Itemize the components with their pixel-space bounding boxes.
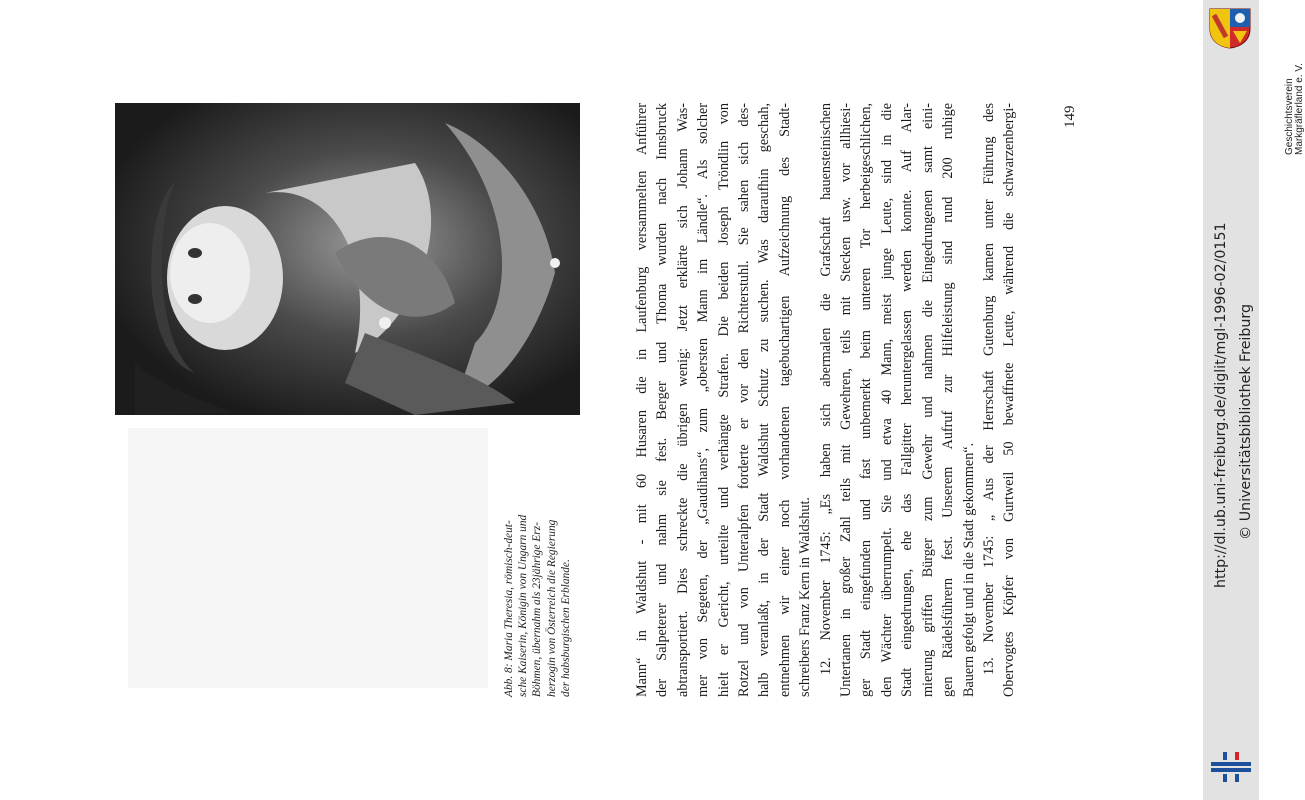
text-line: 13. November 1745: „ Aus der Herrschaft Gutenburg kamen unter Führung des	[980, 103, 997, 675]
caption-line: der habsburgischen Erblande.	[559, 559, 572, 697]
text-line: 12. November 1745: „Es haben sich abermalen die Grafschaft hauensteinischen	[817, 103, 834, 675]
caption-line: Abb. 8: Maria Theresia, römisch-deut-	[503, 520, 515, 697]
text-line: Rotzel und von Unteralpfen forderte er vor den Richterstuhl. Sie sahen sich des-	[736, 103, 753, 697]
text-line: schreibers Franz Kern in Waldshut.	[797, 497, 814, 697]
text-line: hielt er Gericht, urteilte und verhängte Strafen. Die beiden Joseph Tröndlin von	[715, 103, 732, 697]
society-name-line2: Markgräflerland e. V.	[1294, 63, 1305, 155]
society-name-line1: Geschichtsverein	[1284, 78, 1295, 155]
bleed-through-shadow	[118, 418, 498, 698]
text-line: Obervogtes Köpfer von Gurtweil 50 bewaffnete Leute, während die schwarzenbergi-	[1001, 103, 1018, 697]
text-line: mierung griffen Bürger zum Gewehr und nahmen die Eingedrungenen samt eini-	[919, 103, 936, 697]
portrait-photo	[115, 103, 580, 415]
text-line: ger Stadt eingefunden und fast unbemerkt beim unteren Tor herbeigeschlichen,	[858, 103, 875, 697]
page-number: 149	[1062, 105, 1078, 128]
copyright-notice: © Universitätsbibliothek Freiburg	[1238, 304, 1254, 540]
text-line: halb veranlaßt, in der Stadt Waldshut Schutz zu suchen. Was daraufhin geschah,	[756, 103, 773, 697]
caption-line: Böhmen, übernahm als 23jährige Erz-	[531, 522, 544, 697]
text-line: Stadt eingedrungen, ehe das Fallgitter heruntergelassen werden konnte. Auf Alar-	[899, 103, 916, 697]
text-line: entnehmen wir einer noch vorhandenen tagebuchartigen Aufzeichnung des Stadt-	[776, 103, 793, 697]
text-line: Bauern gefolgt und in die Stadt gekommen“.	[960, 442, 977, 697]
document-url-link[interactable]: http://dl.ub.uni-freiburg.de/diglit/mgl-1996-02/0151	[1213, 222, 1229, 588]
coat-of-arms-icon	[1207, 7, 1253, 49]
figure-caption	[502, 515, 573, 697]
ub-freiburg-logo-icon	[1209, 748, 1253, 784]
text-line: den Wächter überrumpelt. Sie und etwa 40 Mann, meist junge Leute, sind in die	[878, 103, 895, 697]
text-line: Mann“ in Waldshut - mit 60 Husaren die in Laufenburg versammelten Anführer	[634, 103, 650, 697]
text-line: gen Rädelsführern fest. Unserem Aufruf zur Hilfeleistung sind rund 200 ruhige	[940, 103, 957, 697]
text-line: mer von Segeten, der „Gaudihans“, zum „obersten Mann im Ländle“. Als solcher	[695, 103, 712, 697]
text-line: Untertanen in großer Zahl teils mit Gewehren, teils mit Stecken usw. vor allhiesi-	[838, 103, 855, 697]
caption-line: herzogin von Österreich die Regierung	[545, 519, 558, 697]
body-text	[632, 103, 1020, 697]
caption-line: sche Kaiserin, Königin von Ungarn und	[517, 514, 530, 697]
text-line: der Salpeterer und nahm sie fest. Berger und Thoma wurden nach Innsbruck	[654, 103, 671, 697]
text-line: abtransportiert. Dies schreckte die übrigen wenig: Jetzt erklärte sich Johann Was-	[674, 103, 691, 697]
